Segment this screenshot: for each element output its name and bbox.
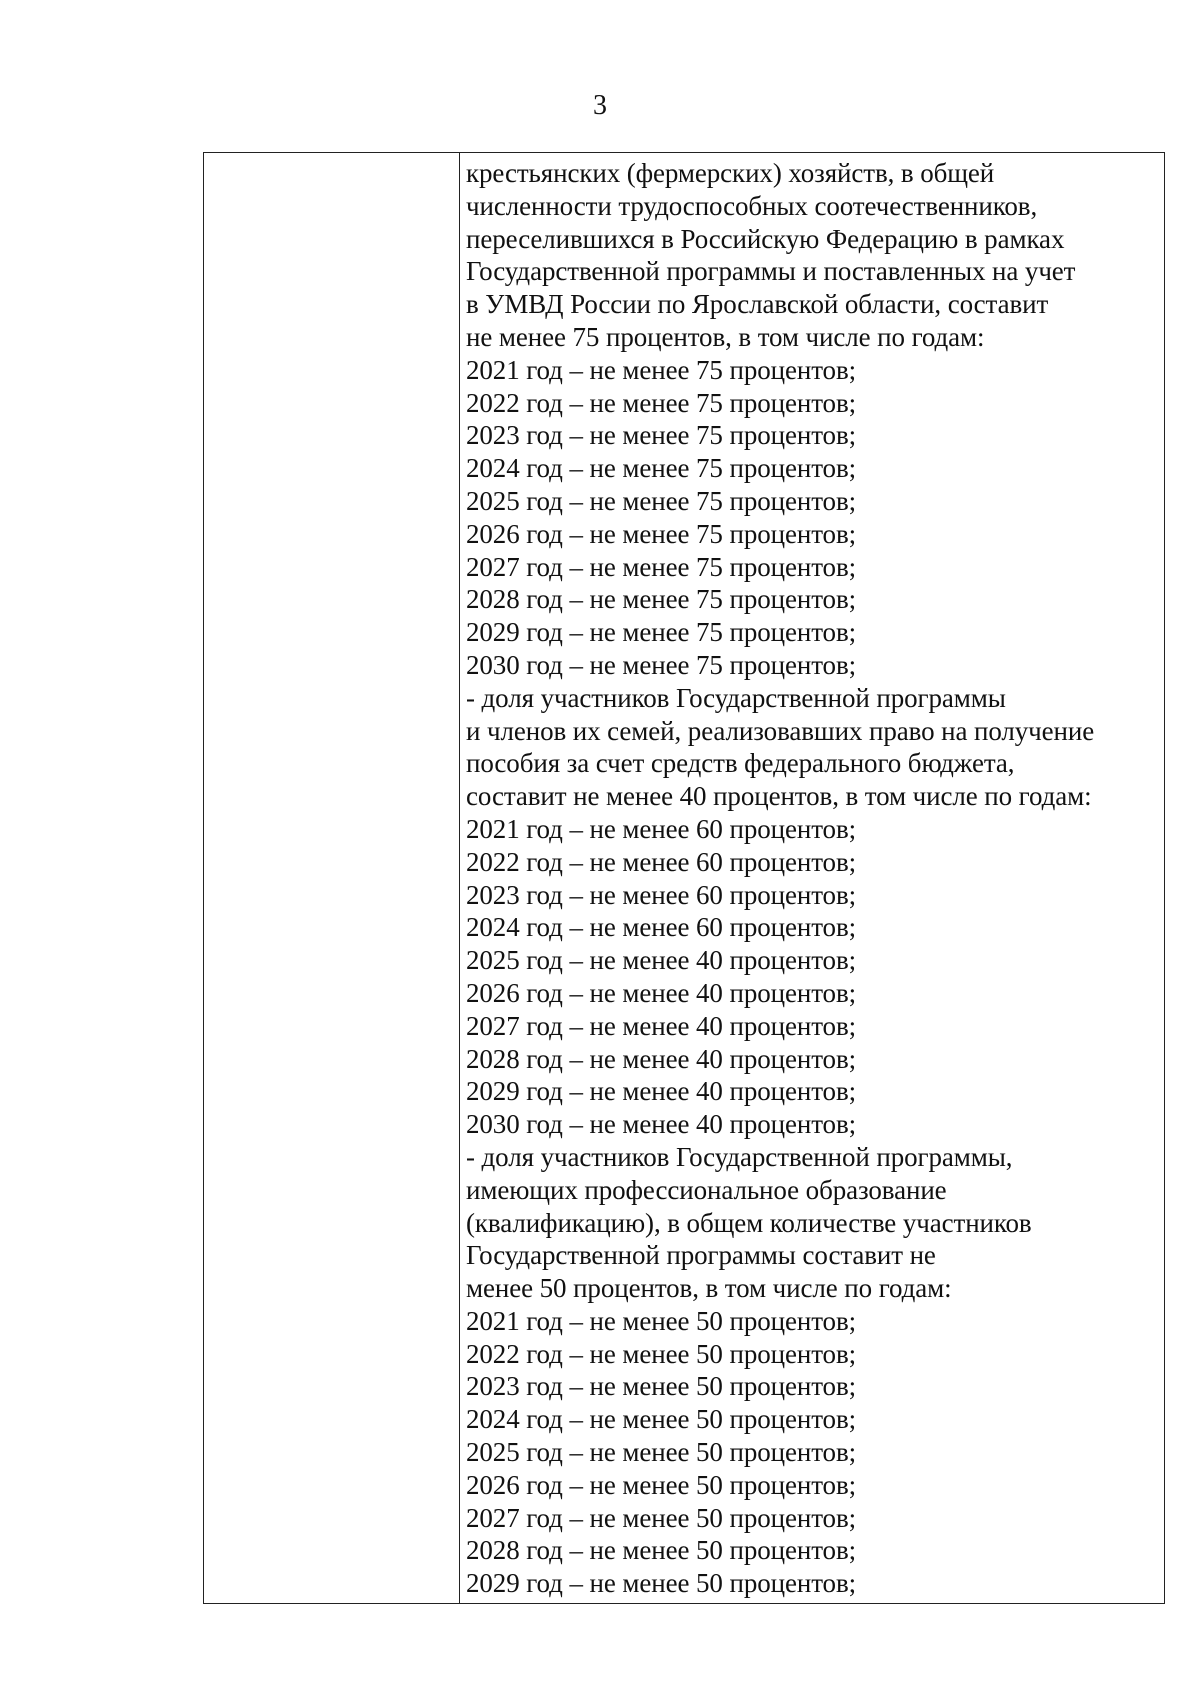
text-line: 2029 год – не менее 75 процентов; <box>466 617 857 648</box>
text-line: пособия за счет средств федерального бюджета, <box>466 748 1015 779</box>
text-line: 2021 год – не менее 60 процентов; <box>466 813 857 844</box>
text-line: 2021 год – не менее 50 процентов; <box>466 1305 857 1336</box>
text-line: - доля участников Государственной программы <box>466 682 1006 713</box>
text-line: составит не менее 40 процентов, в том числе по годам: <box>466 781 1092 812</box>
text-line: 2030 год – не менее 40 процентов; <box>466 1109 857 1140</box>
text-line: 2025 год – не менее 40 процентов; <box>466 945 857 976</box>
text-line: имеющих профессиональное образование <box>466 1174 947 1205</box>
text-line: 2027 год – не менее 40 процентов; <box>466 1010 857 1041</box>
text-line: 2022 год – не менее 75 процентов; <box>466 387 857 418</box>
text-line: 2022 год – не менее 50 процентов; <box>466 1338 857 1369</box>
text-line: 2023 год – не менее 75 процентов; <box>466 420 857 451</box>
text-line: 2028 год – не менее 75 процентов; <box>466 584 857 615</box>
text-line: Государственной программы и поставленных на учет <box>466 256 1076 287</box>
text-line: 2023 год – не менее 60 процентов; <box>466 879 857 910</box>
text-line: 2024 год – не менее 60 процентов; <box>466 912 857 943</box>
text-line: 2030 год – не менее 75 процентов; <box>466 649 857 680</box>
text-line: менее 50 процентов, в том числе по годам: <box>466 1273 952 1304</box>
text-line: 2026 год – не менее 75 процентов; <box>466 518 857 549</box>
text-line: 2024 год – не менее 75 процентов; <box>466 453 857 484</box>
text-line: 2028 год – не менее 50 процентов; <box>466 1535 857 1566</box>
text-line: - доля участников Государственной программы, <box>466 1141 1013 1172</box>
text-line: и членов их семей, реализовавших право на получение <box>466 715 1095 746</box>
text-line: 2025 год – не менее 50 процентов; <box>466 1437 857 1468</box>
text-line: 2028 год – не менее 40 процентов; <box>466 1043 857 1074</box>
document-table <box>203 152 1165 1604</box>
page-number: 3 <box>593 90 607 121</box>
table-right-cell <box>460 153 1164 1603</box>
text-line: 2027 год – не менее 75 процентов; <box>466 551 857 582</box>
text-line: 2027 год – не менее 50 процентов; <box>466 1502 857 1533</box>
text-line: (квалификацию), в общем количестве участников <box>466 1207 1032 1238</box>
text-line: 2029 год – не менее 50 процентов; <box>466 1568 857 1599</box>
text-line: 2023 год – не менее 50 процентов; <box>466 1371 857 1402</box>
text-line: численности трудоспособных соотечественников, <box>466 190 1038 221</box>
text-line: Государственной программы составит не <box>466 1240 936 1271</box>
text-line: крестьянских (фермерских) хозяйств, в общей <box>466 158 995 188</box>
text-line: 2024 год – не менее 50 процентов; <box>466 1404 857 1435</box>
text-line: не менее 75 процентов, в том числе по годам: <box>466 321 985 352</box>
text-line: в УМВД России по Ярославской области, составит <box>466 289 1049 320</box>
text-line: 2026 год – не менее 50 процентов; <box>466 1469 857 1500</box>
text-line: 2021 год – не менее 75 процентов; <box>466 354 857 385</box>
text-line: переселившихся в Российскую Федерацию в рамках <box>466 223 1065 254</box>
text-line: 2022 год – не менее 60 процентов; <box>466 846 857 877</box>
text-line: 2029 год – не менее 40 процентов; <box>466 1076 857 1107</box>
table-left-cell <box>204 153 460 1603</box>
text-line: 2026 год – не менее 40 процентов; <box>466 977 857 1008</box>
text-line: 2025 год – не менее 75 процентов; <box>466 485 857 516</box>
